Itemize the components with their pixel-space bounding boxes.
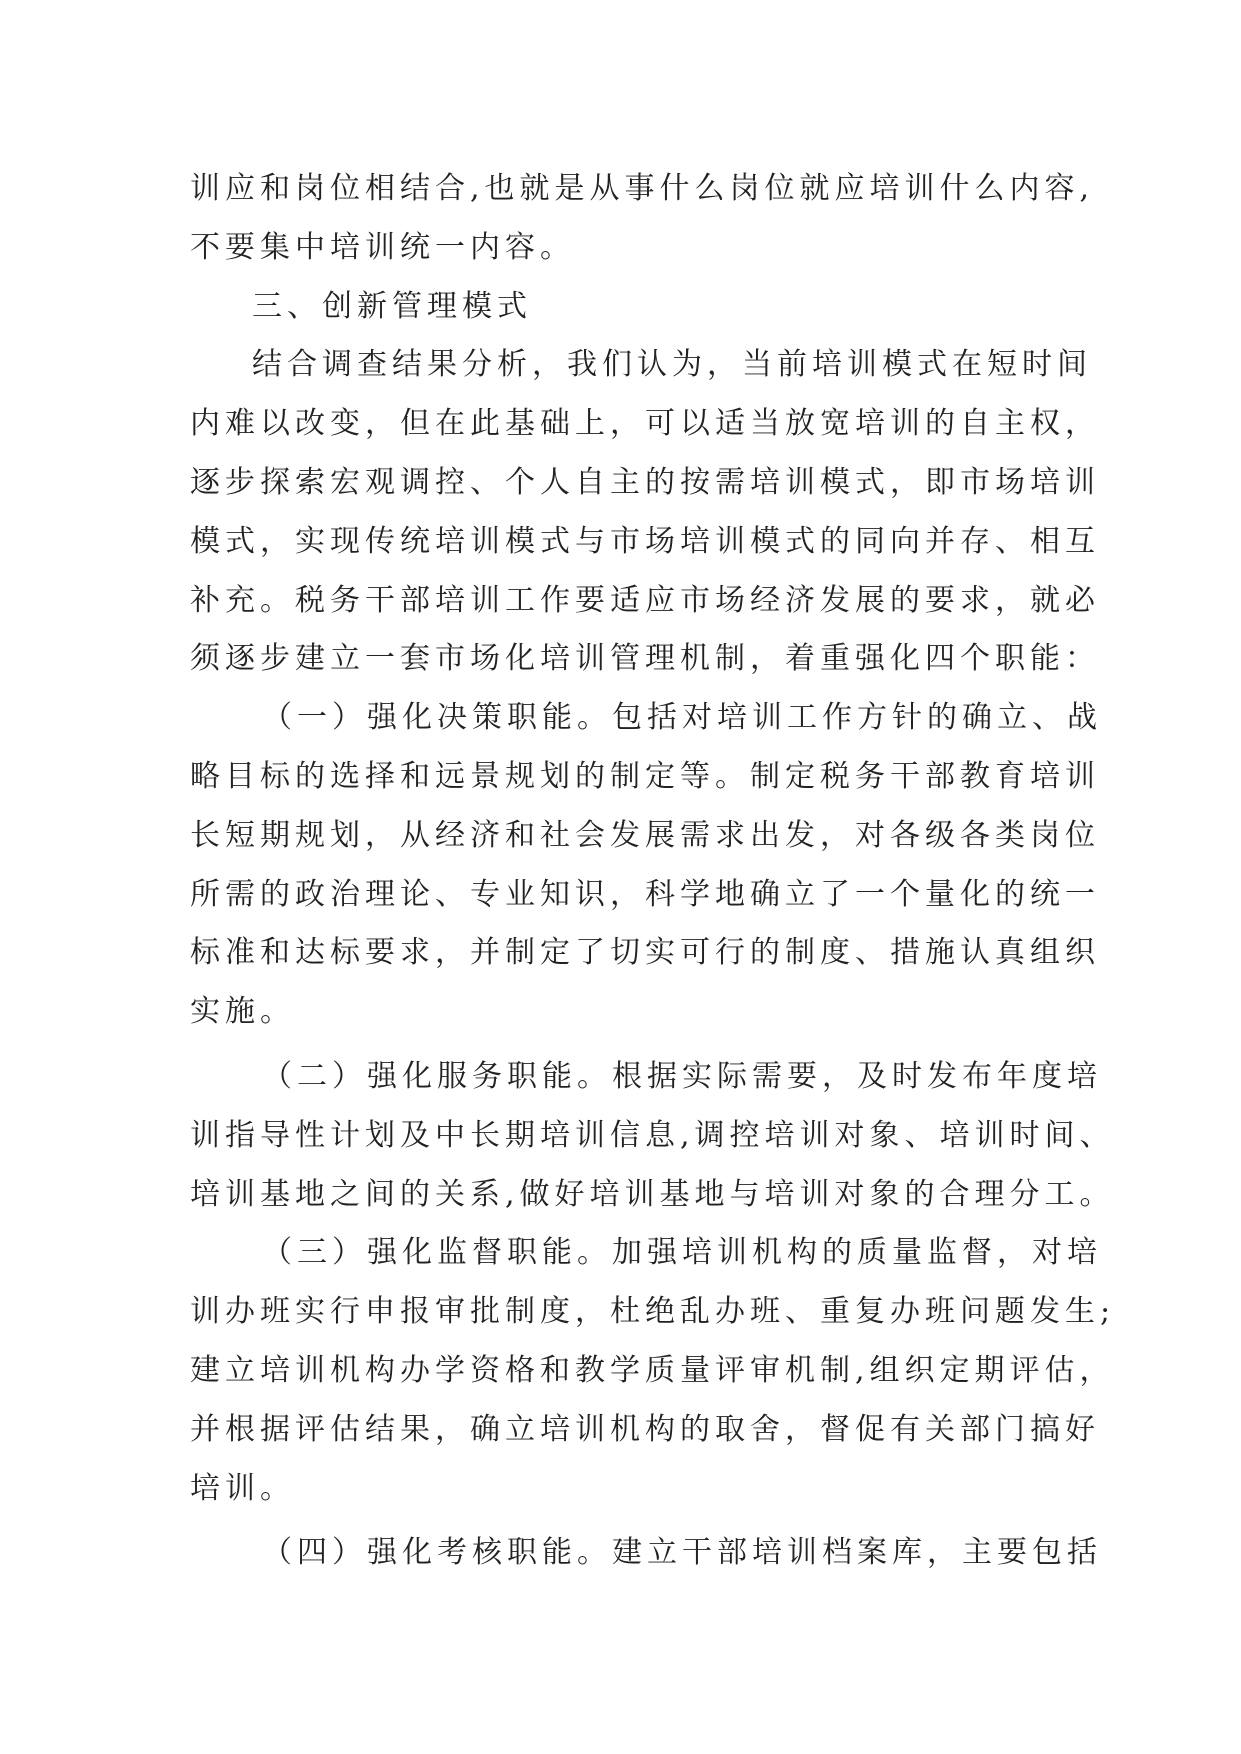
- text-line: 实施。: [190, 994, 295, 1030]
- text-line: 并根据评估结果，确立培训机构的取舍，督促有关部门搞好: [190, 1411, 1100, 1447]
- text-line: 标准和达标要求，并制定了切实可行的制度、措施认真组织: [190, 935, 1100, 971]
- text-line: 训办班实行申报审批制度，杜绝乱办班、重复办班问题发生;: [190, 1294, 1116, 1330]
- text-line: 不要集中培训统一内容。: [190, 229, 575, 265]
- text-line: 略目标的选择和远景规划的制定等。制定税务干部教育培训: [190, 758, 1100, 794]
- text-line: 逐步探索宏观调控、个人自主的按需培训模式，即市场培训: [190, 464, 1100, 500]
- body-text: [190, 160, 1116, 1583]
- text-line: 培训基地之间的关系,做好培训基地与培训对象的合理分工。: [190, 1176, 1115, 1212]
- subsection-line: （二）强化服务职能。根据实际需要，及时发布年度培: [262, 1058, 1102, 1094]
- text-line: 训应和岗位相结合,也就是从事什么岗位就应培训什么内容,: [190, 171, 1095, 206]
- text-line: 补充。税务干部培训工作要适应市场经济发展的要求，就必: [190, 582, 1100, 618]
- text-line: 模式，实现传统培训模式与市场培训模式的同向并存、相互: [190, 523, 1100, 559]
- text-line: 须逐步建立一套市场化培训管理机制，着重强化四个职能：: [190, 641, 1100, 677]
- text-line: 培训。: [190, 1470, 295, 1506]
- subsection-line: （一）强化决策职能。包括对培训工作方针的确立、战: [262, 700, 1102, 736]
- text-line: 长短期规划，从经济和社会发展需求出发，对各级各类岗位: [190, 817, 1100, 853]
- text-line: 内难以改变，但在此基础上，可以适当放宽培训的自主权，: [190, 406, 1100, 442]
- text-line: 结合调查结果分析，我们认为，当前培训模式在短时间: [252, 347, 1092, 383]
- subsection-line: （三）强化监督职能。加强培训机构的质量监督，对培: [262, 1235, 1102, 1271]
- text-line: 建立培训机构办学资格和教学质量评审机制,组织定期评估，: [190, 1352, 1115, 1388]
- section-heading: 三、创新管理模式: [252, 288, 532, 324]
- subsection-line: （四）强化考核职能。建立干部培训档案库，主要包括: [262, 1535, 1102, 1571]
- text-line: 训指导性计划及中长期培训信息,调控培训对象、培训时间、: [190, 1117, 1115, 1153]
- text-line: 所需的政治理论、专业知识，科学地确立了一个量化的统一: [190, 876, 1100, 912]
